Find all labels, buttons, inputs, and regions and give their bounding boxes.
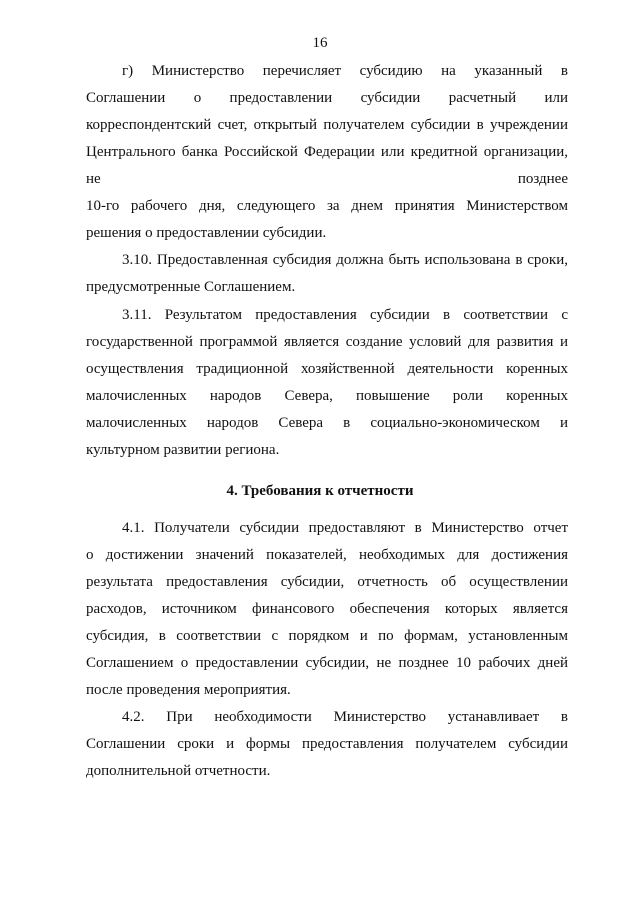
text-line: малочисленных народов Севера, повышение роли коренных (86, 388, 568, 404)
text-line: предусмотренные Соглашением. (86, 279, 296, 295)
text-line: 3.10. Предоставленная субсидия должна быть использована в сроки, (122, 252, 568, 268)
text-line: культурном развитии региона. (86, 442, 280, 458)
text-line: 3.11. Результатом предоставления субсидии в соответствии с (122, 307, 568, 323)
text-line: малочисленных народов Севера в социально-экономическом и (86, 415, 568, 431)
text-line: 4.2. При необходимости Министерство устанавливает в (122, 709, 568, 725)
text-line: Соглашении о предоставлении субсидии расчетный или (86, 90, 568, 106)
text-line: результата предоставления субсидии, отчетность об осуществлении (86, 574, 568, 590)
text-line: государственной программой является создание условий для развития и (86, 334, 568, 350)
text-line: 10-го рабочего дня, следующего за днем принятия Министерством (86, 198, 568, 214)
text-line: Соглашении сроки и формы предоставления получателем субсидии (86, 736, 568, 752)
text-line: 4.1. Получатели субсидии предоставляют в Министерство отчет (122, 520, 568, 536)
text-line: не позднее (86, 171, 568, 187)
text-line: о достижении значений показателей, необходимых для достижения (86, 547, 568, 563)
text-line: решения о предоставлении субсидии. (86, 225, 327, 241)
text-line: Центрального банка Российской Федерации или кредитной организации, (86, 144, 568, 160)
text-line: осуществления традиционной хозяйственной деятельности коренных (86, 361, 568, 377)
text-line: расходов, источником финансового обеспечения которых является (86, 601, 568, 617)
text-line: дополнительной отчетности. (86, 763, 271, 779)
section-heading: 4. Требования к отчетности (226, 483, 414, 499)
text-line: после проведения мероприятия. (86, 682, 291, 698)
text-line: субсидия, в соответствии с порядком и по формам, установленным (86, 628, 568, 644)
text-line: Соглашением о предоставлении субсидии, не позднее 10 рабочих дней (86, 655, 568, 671)
text-line: г) Министерство перечисляет субсидию на указанный в (122, 63, 568, 79)
page-number: 16 (312, 35, 328, 51)
text-line: корреспондентский счет, открытый получателем субсидии в учреждении (86, 117, 568, 133)
